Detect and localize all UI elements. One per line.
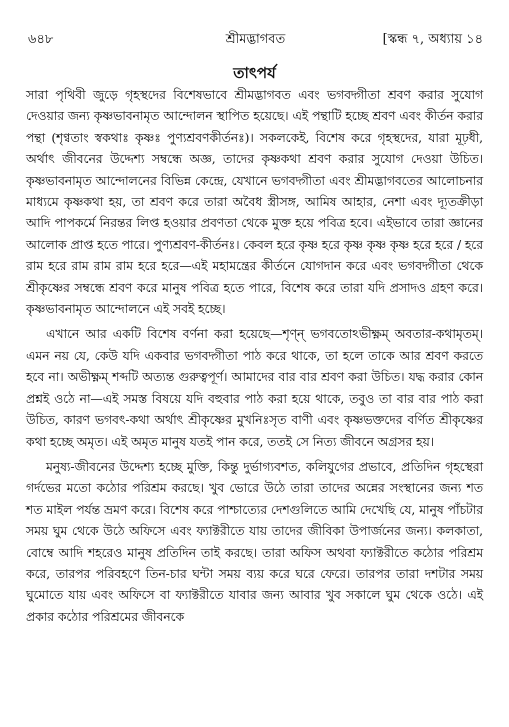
book-title: শ্রীমদ্ভাগবত (225, 32, 286, 47)
page-header (28, 30, 483, 52)
body-text (26, 84, 483, 627)
paragraph: মনুষ্য-জীবনের উদ্দেশ্য হচ্ছে মুক্তি, কিন্তু দুর্ভাগ্যবশত, কলিযুগের প্রভাবে, প্রতিদিন গৃহস্থেরা গর্দভের মতো কঠোর পরিশ্রম করছে। খুব ভোরে উঠে তারা তাদের অন্নের সংস্থানের জন্য শত শত মাইল পর্যন্ত ভ্রমণ করে। বিশেষ করে পাশ্চাত্যের দেশগুলিতে আমি দেখেছি যে, মানুষ পাঁচটার সময় ঘুম থেকে উঠে অফিসে এবং ফ্যাক্টরীতে যায় তাদের জীবিকা উপার্জনের জন্য। কলকাতা, বোম্বে আদি শহরেও মানুষ প্রতিদিন তাই করছে। তারা অফিস অথবা ফ্যাক্টরীতে কঠোর পরিশ্রম করে, তারপর পরিবহণে তিন-চার ঘন্টা সময় ব্যয় করে ঘরে ফেরে। তারপর তারা দশটার সময় ঘুমোতে যায় এবং অফিসে বা ফ্যাক্টরীতে যাবার জন্য আবার খুব সকালে ঘুম থেকে ওঠে। এই প্রকার কঠোর পরিশ্রমের জীবনকে (26, 458, 483, 624)
section-title: তাৎপর্য (233, 64, 276, 82)
page-number: ৬৪৮ (28, 32, 54, 47)
paragraph: এখানে আর একটি বিশেষ বর্ণনা করা হয়েছে—শৃণ্ন্ ভগবতোঽভীক্ষ্ণম্ অবতার-কথামৃতম্। এমন নয় যে, কেউ যদি একবার ভগবদ্গীতা পাঠ করে থাকে, তা হলে তাকে আর শ্রবণ করতে হবে না। অভীক্ষ্ণম্ শব্দটি অত্যন্ত গুরুত্বপূর্ণ। আমাদের বার বার শ্রবণ করা উচিত। যদ্ধ করার কোন প্রশ্নই ওঠে না—এই সমস্ত বিষয়ে যদি বহুবার পাঠ করা হয়ে থাকে, তবুও তা বার বার পাঠ করা উচিত, কারণ ভগবৎ-কথা অর্থাৎ শ্রীকৃষ্ণের মুখনিঃসৃত বাণী এবং কৃষ্ণভক্তদের বর্ণিত শ্রীকৃষ্ণের কথা হচ্ছে অমৃত। এই অমৃত মানুষ যতই পান করে, ততই সে নিত্য জীবনে অগ্রসর হয়। (26, 326, 483, 449)
chapter-reference: [স্কন্ধ ৭, অধ্যায় ১৪ (382, 32, 483, 47)
paragraph: সারা পৃথিবী জুড়ে গৃহস্থদের বিশেষভাবে শ্রীমদ্ভাগবত এবং ভগবদ্গীতা শ্রবণ করার সুযোগ দেওয়ার জন্য কৃষ্ণভাবনামৃত আন্দোলন স্থাপিত হয়েছে। এই পন্থাটি হচ্ছে শ্রবণ এবং কীর্তন করার পন্থা (শৃণ্বতাং স্বকথাঃ কৃষ্ণঃ পুণ্যশ্রবণকীর্তনঃ)। সকলকেই, বিশেষ করে গৃহস্থদের, যারা মূঢ়ধী, অর্থাৎ জীবনের উদ্দেশ্য সম্বন্ধে অজ্ঞ, তাদের কৃষ্ণকথা শ্রবণ করার সুযোগ দেওয়া উচিত। কৃষ্ণভাবনামৃত আন্দোলনের বিভিন্ন কেন্দ্রে, যেখানে ভগবদ্গীতা এবং শ্রীমদ্ভাগবতের আলোচনার মাধ্যমে কৃষ্ণকথা হয়, তা শ্রবণ করে তারা অবৈধ স্ত্রীসঙ্গ, আমিষ আহার, নেশা এবং দ্যূতক্রীড়া আদি পাপকর্মে নিরন্তর লিপ্ত হওয়ার প্রবণতা থেকে মুক্ত হয়ে পবিত্র হবে। এইভাবে তারা জ্ঞানের আলোক প্রাপ্ত হতে পারে। পুণ্যশ্রবণ-কীর্তনঃ। কেবল হরে কৃষ্ণ হরে কৃষ্ণ কৃষ্ণ কৃষ্ণ হরে হরে / হরে রাম হরে রাম রাম রাম হরে হরে—এই মহামন্ত্রের কীর্তনে যোগদান করে এবং ভগবদ্গীতা থেকে শ্রীকৃষ্ণের সম্বন্ধে শ্রবণ করে মানুষ পবিত্র হতে পারে, বিশেষ করে তারা যদি প্রসাদও গ্রহণ করে। কৃষ্ণভাবনামৃত আন্দোলনে এই সবই হচ্ছে। (26, 87, 483, 317)
